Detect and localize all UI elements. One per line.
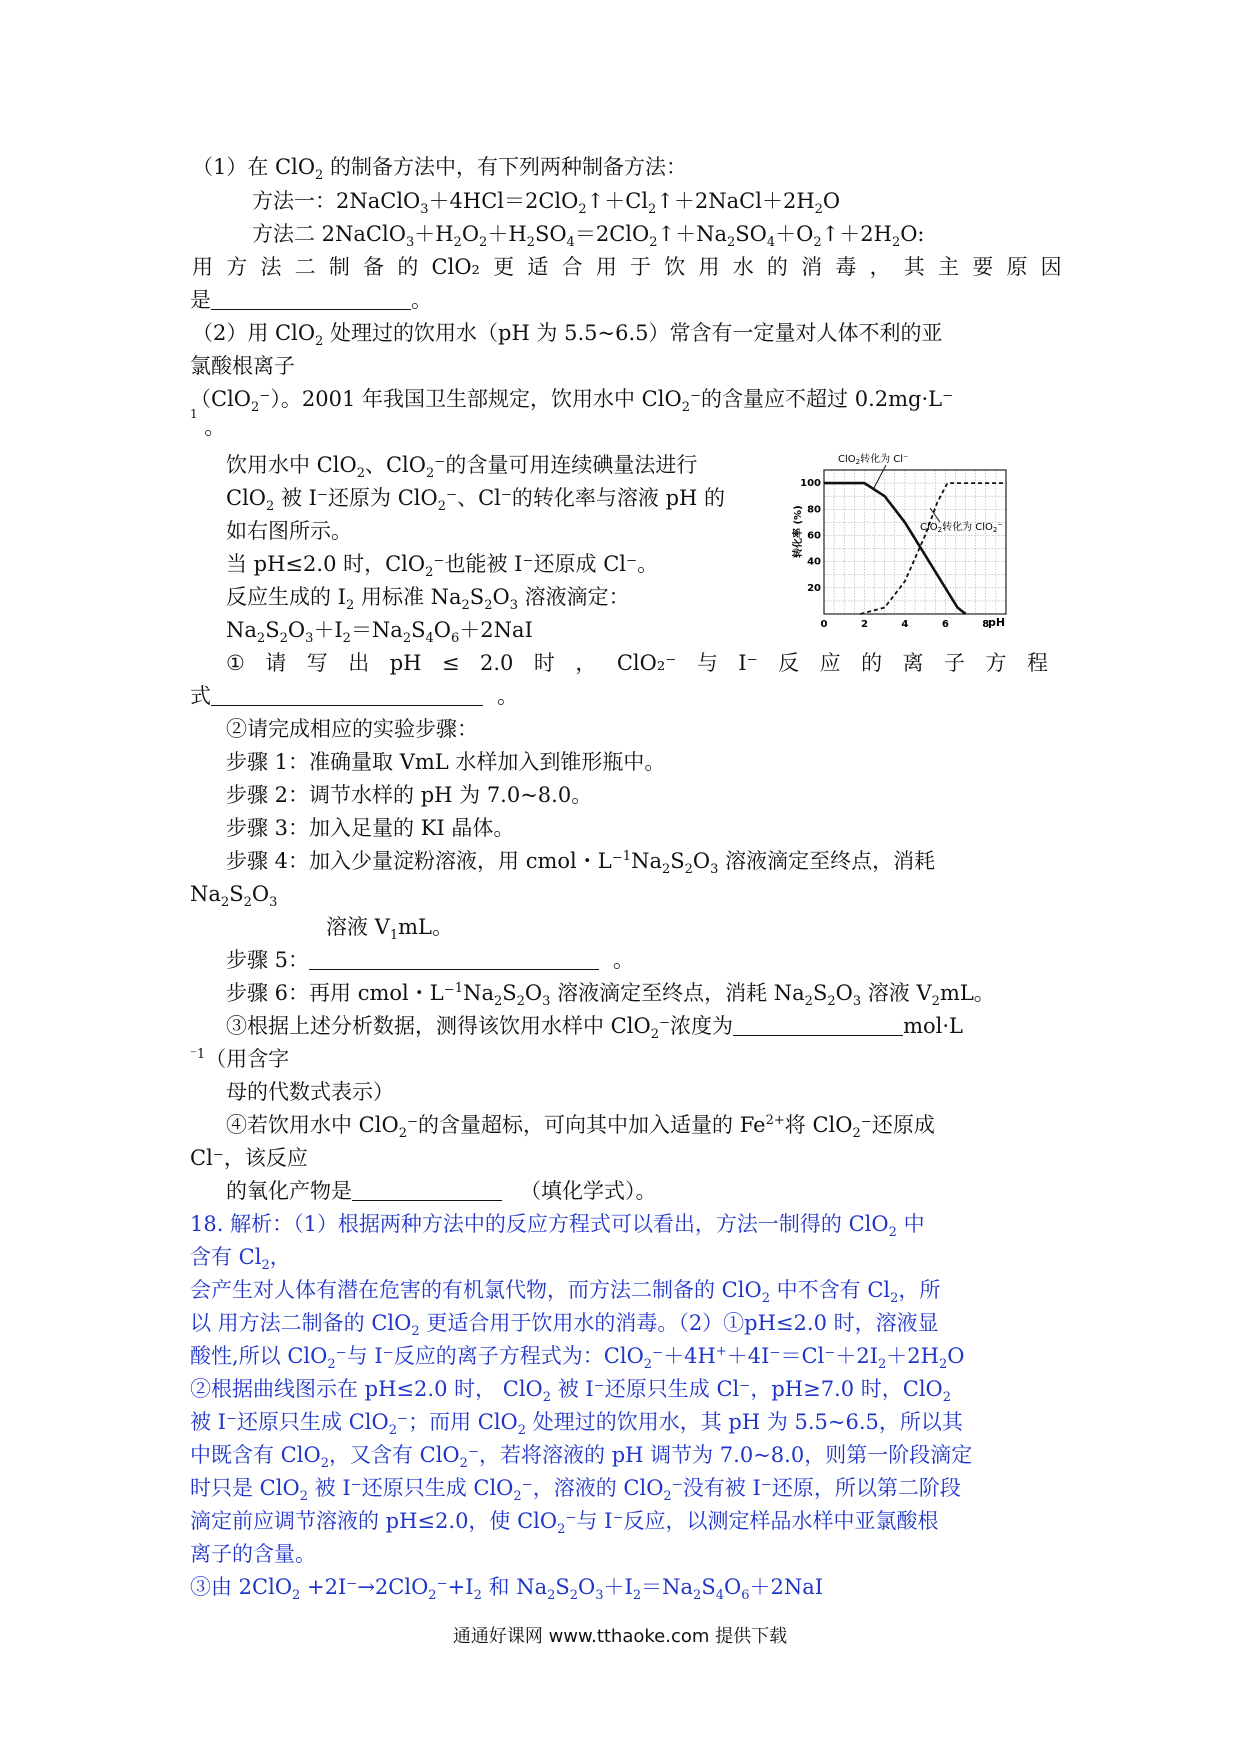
y-tick-label: 40 — [807, 556, 821, 568]
text-left-1: 饮用水中 ClO$_2$、ClO$_2$⁻的含量可用连续碘量法进行 — [226, 453, 698, 482]
step-4-c: 溶液 $V_1mL$。 — [326, 915, 453, 944]
text-left-2: ClO$_2$ 被 I⁻还原为 ClO$_2$⁻、Cl⁻的转化率与溶液 pH 的 — [226, 486, 726, 515]
step-5: 步骤 5： 。 — [226, 948, 635, 972]
text-left-3: 如右图所示。 — [226, 519, 352, 543]
q-line-4: 用 方 法 二 制 备 的 ClO₂ 更 适 合 用 于 饮 用 水 的 消 毒 ， 其 主 要 原 因 — [192, 255, 1062, 279]
answer-3: 会产生对人体有潜在危害的有机氯代物，而方法二制备的 ClO$_2$ 中不含有 $Cl_2$，所 — [190, 1278, 941, 1307]
answer-12: ③由 $2ClO_2 +2I^-\to 2ClO_2^-+I_2$ 和 $Na_2S_2O_3+I_2=Na_2S_4O_6+2NaI$ — [190, 1575, 824, 1604]
chart-series — [824, 465, 1006, 614]
q-part-2-b: 氯酸根离子 — [190, 354, 295, 378]
x-tick-label: 4 — [901, 619, 909, 630]
step-4: 步骤 4：加入少量淀粉溶液，用 cmol・$L^-^1Na_2S_2O_3$ 溶液滴定至终点，消耗 — [226, 849, 936, 878]
label-mid: ClO$_2$转化为 ClO$_2$⁻ — [920, 522, 1003, 534]
answer-5: 酸性,所以 ClO$_2$⁻与 I⁻反应的离子方程式为：$ClO_2^-+4H^++4I^-=Cl^-+2I_2+2H_2O$ — [190, 1344, 965, 1373]
answer-7: 被 I⁻还原只生成 ClO$_2$⁻；而用 ClO$_2$ 处理过的饮用水，其 pH 为 5.5~6.5，所以其 — [190, 1410, 963, 1439]
text-left-4: 当 pH≤2.0 时，ClO$_2$⁻也能被 I⁻还原成 Cl⁻。 — [226, 552, 659, 581]
q-4-c: 的氧化产物是 （填化学式）。 — [226, 1179, 657, 1203]
q-line-5: 是 。 — [190, 288, 432, 312]
y-tick-label: 60 — [807, 530, 821, 542]
x-tick-label: 2 — [860, 619, 868, 630]
answer-blank-3[interactable] — [309, 949, 599, 970]
answer-blank-2[interactable] — [211, 685, 483, 706]
q-3-conc-c: 母的代数式表示） — [226, 1080, 394, 1104]
conversion-chart — [790, 448, 1026, 638]
answer-6: ②根据曲线图示在 pH≤2.0 时， ClO$_2$ 被 I⁻还原只生成 Cl⁻，pH≥7.0 时，ClO$_2$ — [190, 1377, 952, 1406]
answer-11: 离子的含量。 — [190, 1542, 316, 1566]
x-tick-label: 8 — [982, 619, 990, 630]
method-2: 方法二 $2NaClO_3+H_2O_2+H_2SO_4=2ClO_2↑+Na_2SO_4+O_2↑+2H_2O$: — [252, 222, 925, 251]
answer-blank-5[interactable] — [352, 1180, 502, 1201]
q-3-line-1: ① 请 写 出 pH ≤ 2.0 时 ， ClO₂⁻ 与 I⁻ 反 应 的 离 子 方 程 — [226, 651, 1048, 675]
q-part-2: （2）用 ClO$_2$ 处理过的饮用水（pH 为 5.5~6.5）常含有一定量对人体不利的亚 — [192, 321, 943, 350]
q-3-conc-b: $^{^-1}$（用含字 — [190, 1047, 290, 1071]
step-2: 步骤 2：调节水样的 pH 为 7.0~8.0。 — [226, 783, 593, 807]
q-line-1: （1）在 ClO$_2$ 的制备方法中，有下列两种制备方法： — [192, 155, 688, 184]
chart-grid — [824, 470, 1006, 614]
q-3-conc: ③根据上述分析数据，测得该饮用水样中 ClO$_2$⁻浓度为 mol·L — [226, 1014, 963, 1043]
step-1: 步骤 1：准确量取 VmL 水样加入到锥形瓶中。 — [226, 750, 666, 774]
answer-9: 时只是 ClO$_2$ 被 I⁻还原只生成 ClO$_2$⁻，溶液的 ClO$_2$⁻没有被 I⁻还原，所以第二阶段 — [190, 1476, 961, 1505]
x-axis-label: pH — [988, 616, 1006, 629]
x-tick-label: 0 — [820, 619, 828, 630]
label-top: ClO$_2$转化为 Cl⁻ — [838, 454, 909, 466]
q-3-line-2: 式 。 — [190, 684, 518, 708]
answer-2: 含有 $Cl_2$， — [190, 1245, 291, 1274]
step-6: 步骤 6：再用 cmol・$L^-^1Na_2S_2O_3$ 溶液滴定至终点，消耗 $Na_2S_2O_3$ 溶液 $V_2mL$。 — [226, 981, 995, 1010]
y-tick-label: 20 — [807, 582, 821, 594]
step-3: 步骤 3：加入足量的 KI 晶体。 — [226, 816, 515, 840]
q-part-2-d: $^1$ 。 — [190, 407, 226, 439]
y-axis-label: 转化率 (%) — [793, 505, 804, 558]
y-tick-label: 80 — [807, 504, 821, 516]
titration-equation: $Na_2S_2O_3+I_2=Na_2S_4O_6+2NaI$ — [226, 618, 533, 647]
page-footer: 通通好课网 www.tthaoke.com 提供下载 — [452, 1626, 788, 1647]
q-4-b: Cl⁻，该反应 — [190, 1146, 308, 1170]
step-4-b: $Na_2S_2O_3$ — [190, 882, 278, 911]
answer-1: 18. 解析：（1）根据两种方法中的反应方程式可以看出，方法一制得的 ClO$_2$ 中 — [190, 1212, 925, 1241]
answer-10: 滴定前应调节溶液的 pH≤2.0，使 ClO$_2$⁻与 I⁻反应，以测定样品水样中亚氯酸根 — [190, 1509, 939, 1538]
q-steps-heading: ②请完成相应的实验步骤： — [226, 717, 478, 741]
q-part-2-c: （ClO$_2$⁻）。2001 年我国卫生部规定，饮用水中 ClO$_2$⁻的含量应不超过 0.2mg·L⁻ — [190, 387, 954, 416]
answer-blank-1[interactable] — [211, 289, 411, 310]
label-pointer — [874, 465, 886, 488]
answer-blank-4[interactable] — [733, 1015, 903, 1036]
q-4: ④若饮用水中 ClO$_2$⁻的含量超标，可向其中加入适量的 $Fe^{2+}$将 ClO$_2$⁻还原成 — [226, 1113, 935, 1142]
x-tick-label: 6 — [941, 619, 949, 630]
text-left-5: 反应生成的 $I_2$ 用标准 $Na_2S_2O_3$ 溶液滴定： — [226, 585, 630, 614]
method-1: 方法一：$2NaClO_3+4HCl=2ClO_2↑+Cl_2↑+2NaCl+2H_2O$ — [252, 189, 841, 218]
y-tick-label: 100 — [800, 478, 821, 490]
answer-4: 以 用方法二制备的 ClO$_2$ 更适合用于饮用水的消毒。（2）①pH≤2.0 时，溶液显 — [190, 1311, 939, 1340]
answer-8: 中既含有 ClO$_2$，又含有 ClO$_2$⁻，若将溶液的 pH 调节为 7.0~8.0，则第一阶段滴定 — [190, 1443, 973, 1472]
